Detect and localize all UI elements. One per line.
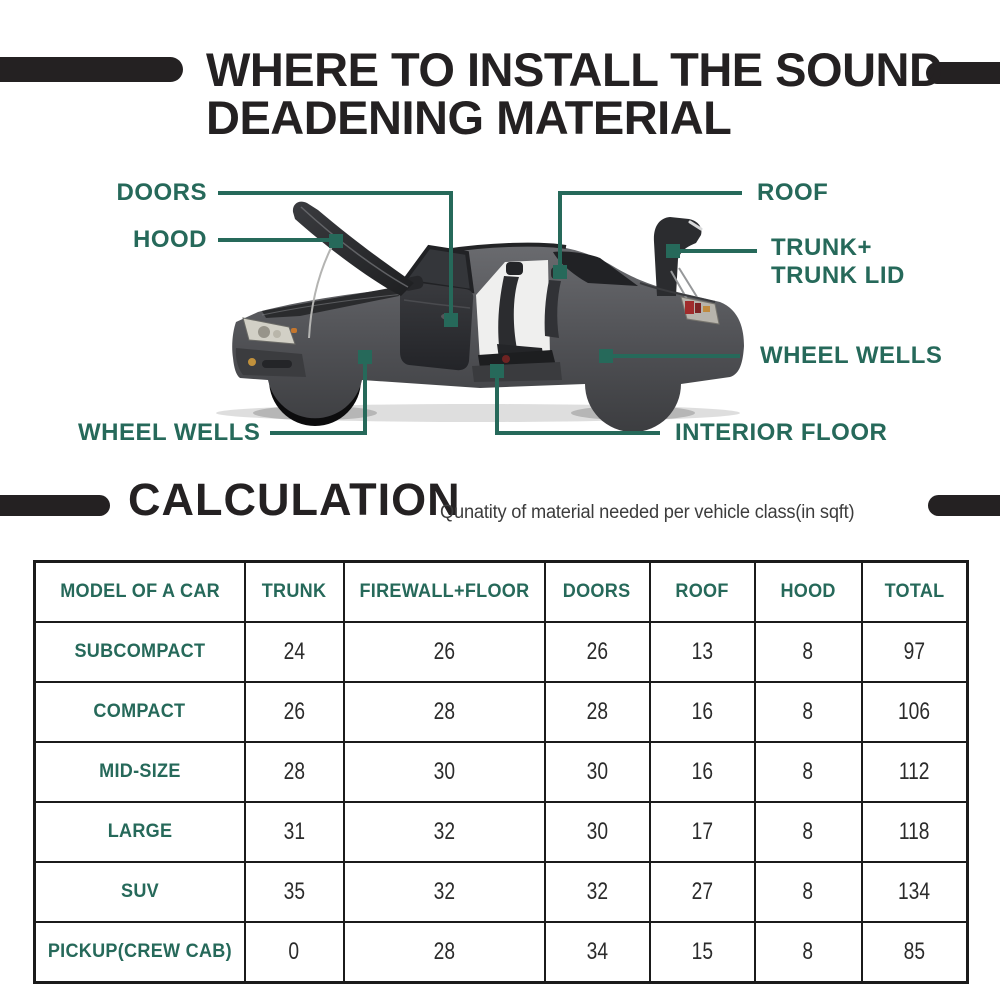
callout-marker-wheel-wells-right	[599, 349, 613, 363]
quantity-table	[33, 560, 969, 984]
row-model-label	[35, 742, 245, 802]
value-cell	[650, 862, 755, 922]
value-cell	[245, 682, 344, 742]
value-cell	[545, 922, 650, 983]
value-text: 0	[288, 938, 300, 965]
table-row	[35, 802, 968, 862]
value-text: 8	[802, 698, 814, 725]
callout-marker-trunk	[666, 244, 680, 258]
value-text: 26	[586, 638, 608, 665]
value-cell	[650, 802, 755, 862]
label-wheel-wells-left: WHEEL WELLS	[78, 419, 261, 446]
value-cell	[862, 802, 968, 862]
row-model-label	[35, 862, 245, 922]
value-text: 30	[433, 758, 455, 785]
column-header-trunk: TRUNK	[245, 562, 344, 623]
calculation-subtitle: Qunatity of material needed per vehicle class(in sqft)	[440, 502, 855, 523]
value-cell	[755, 622, 862, 682]
value-text: 35	[283, 878, 305, 905]
value-text: 85	[903, 938, 925, 965]
value-text: 13	[691, 638, 713, 665]
value-text: 112	[898, 758, 930, 785]
column-header-firewall-floor: FIREWALL+FLOOR	[344, 562, 545, 623]
row-model-label	[35, 622, 245, 682]
value-cell	[862, 742, 968, 802]
column-header-model: MODEL OF A CAR	[35, 562, 245, 623]
column-header-hood: HOOD	[755, 562, 862, 623]
model-text: SUBCOMPACT	[74, 641, 206, 662]
value-text: 26	[433, 638, 455, 665]
model-text: LARGE	[107, 821, 173, 842]
value-cell	[344, 622, 545, 682]
value-text: 28	[283, 758, 305, 785]
page-title-line1: WHERE TO INSTALL THE SOUND	[206, 43, 943, 96]
value-cell	[755, 802, 862, 862]
value-text: 106	[898, 698, 931, 725]
row-model-label	[35, 682, 245, 742]
value-cell	[862, 682, 968, 742]
label-trunk-line1: TRUNK+	[771, 234, 873, 261]
value-text: 134	[898, 878, 931, 905]
row-model-label	[35, 802, 245, 862]
value-text: 27	[691, 878, 713, 905]
value-text: 16	[691, 698, 713, 725]
page-title	[206, 43, 943, 144]
table-row	[35, 682, 968, 742]
value-text: 32	[433, 818, 455, 845]
value-text: 30	[586, 758, 608, 785]
value-text: 32	[586, 878, 608, 905]
decorative-bar-calc-right	[928, 495, 1000, 516]
column-header-doors: DOORS	[545, 562, 650, 623]
value-text: 24	[283, 638, 305, 665]
table-header-row	[35, 562, 968, 623]
value-cell	[545, 622, 650, 682]
value-cell	[344, 802, 545, 862]
callout-marker-wheel-wells-left	[358, 350, 372, 364]
callout-marker-doors	[444, 313, 458, 327]
value-cell	[650, 622, 755, 682]
decorative-bar-top-left	[0, 57, 183, 82]
model-text: MID-SIZE	[98, 761, 181, 782]
value-text: 26	[283, 698, 305, 725]
value-cell	[755, 862, 862, 922]
open-door	[398, 281, 473, 370]
quantity-table-container	[33, 560, 969, 984]
value-text: 28	[433, 938, 455, 965]
value-text: 8	[802, 758, 814, 785]
value-cell	[755, 742, 862, 802]
value-cell	[344, 862, 545, 922]
value-cell	[545, 682, 650, 742]
table-row	[35, 862, 968, 922]
callout-marker-hood	[329, 234, 343, 248]
calculation-heading: CALCULATION	[128, 474, 461, 525]
value-text: 32	[433, 878, 455, 905]
label-wheel-wells-right: WHEEL WELLS	[760, 342, 943, 369]
value-cell	[650, 682, 755, 742]
value-text: 31	[283, 818, 305, 845]
row-model-label	[35, 922, 245, 983]
floor-mat	[502, 355, 510, 363]
table-row	[35, 922, 968, 983]
value-cell	[862, 862, 968, 922]
value-cell	[545, 742, 650, 802]
value-text: 16	[691, 758, 713, 785]
column-header-roof: ROOF	[650, 562, 755, 623]
model-text: COMPACT	[93, 701, 186, 722]
value-cell	[344, 682, 545, 742]
callout-marker-roof	[553, 265, 567, 279]
value-text: 15	[691, 938, 713, 965]
label-interior-floor: INTERIOR FLOOR	[675, 419, 888, 446]
value-cell	[344, 922, 545, 983]
value-cell	[862, 622, 968, 682]
value-text: 28	[433, 698, 455, 725]
value-text: 118	[898, 818, 930, 845]
value-text: 28	[586, 698, 608, 725]
value-text: 17	[691, 818, 713, 845]
value-cell	[245, 922, 344, 983]
value-text: 30	[586, 818, 608, 845]
label-roof: ROOF	[757, 179, 829, 206]
column-header-total: TOTAL	[862, 562, 968, 623]
model-text: SUV	[120, 881, 159, 902]
value-cell	[245, 742, 344, 802]
value-text: 8	[802, 938, 814, 965]
decorative-bar-calc-left	[0, 495, 110, 516]
label-hood: HOOD	[133, 226, 207, 253]
value-text: 97	[903, 638, 925, 665]
table-row	[35, 742, 968, 802]
value-cell	[245, 802, 344, 862]
value-cell	[245, 862, 344, 922]
page-title-line2: DEADENING MATERIAL	[206, 91, 732, 144]
value-cell	[755, 682, 862, 742]
label-trunk	[771, 234, 905, 290]
callout-marker-interior-floor	[490, 364, 504, 378]
value-text: 8	[802, 818, 814, 845]
table-body	[35, 622, 968, 983]
label-trunk-line2: TRUNK LID	[771, 262, 905, 289]
table-row	[35, 622, 968, 682]
value-cell	[245, 622, 344, 682]
label-doors: DOORS	[116, 179, 207, 206]
value-cell	[650, 742, 755, 802]
model-text: PICKUP(CREW CAB)	[47, 941, 232, 962]
value-text: 34	[586, 938, 608, 965]
value-cell	[755, 922, 862, 983]
value-cell	[545, 862, 650, 922]
value-cell	[545, 802, 650, 862]
value-cell	[650, 922, 755, 983]
value-cell	[862, 922, 968, 983]
value-cell	[344, 742, 545, 802]
car-diagram	[0, 150, 1000, 470]
value-text: 8	[802, 638, 814, 665]
value-text: 8	[802, 878, 814, 905]
